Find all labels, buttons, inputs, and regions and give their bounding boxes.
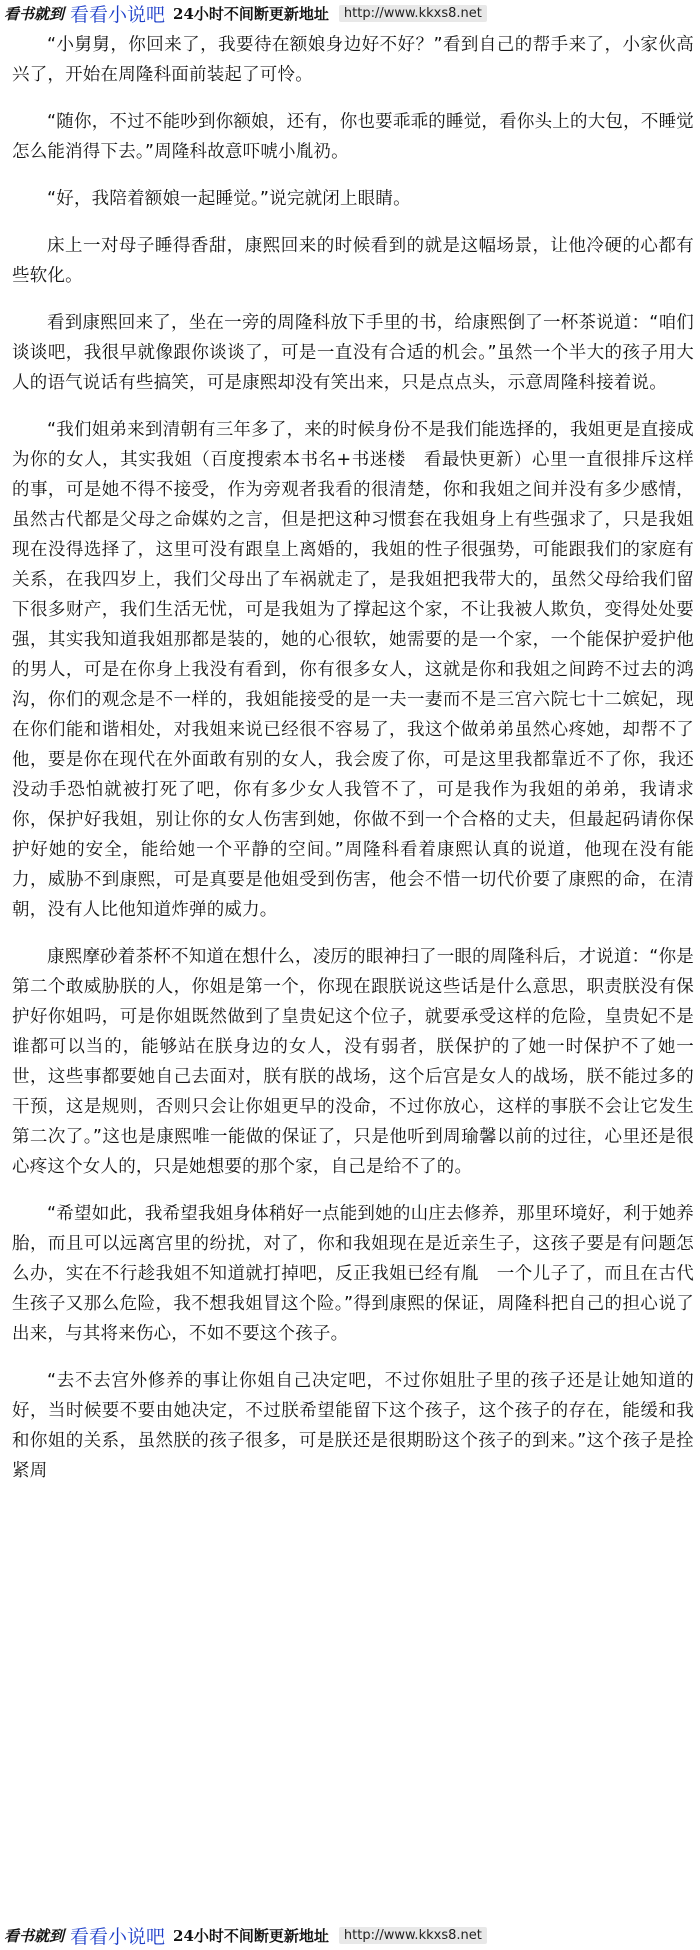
- banner-lead-text: 看书就到: [4, 1926, 65, 1945]
- paragraph: “去不去宫外修养的事让你姐自己决定吧，不过你姐肚子里的孩子还是让她知道的好，当时候要不要由她决定，不过朕希望能留下这个孩子，这个孩子的存在，能缓和我和你姐的关系，虽然朕的孩子很多，可是朕还是很期盼这个孩子的到来。”这个孩子是拴紧周: [12, 1371, 694, 1481]
- site-url-link[interactable]: http://www.kkxs8.net: [339, 1927, 487, 1944]
- banner-tagline: 24小时不间断更新地址: [173, 4, 329, 23]
- paragraph: “好，我陪着额娘一起睡觉。”说完就闭上眼睛。: [47, 189, 411, 209]
- header-banner: [0, 0, 700, 26]
- article-body: [12, 30, 694, 1914]
- paragraph: “我们姐弟来到清朝有三年多了，来的时候身份不是我们能选择的，我姐更是直接成为你的女人，其实我姐（百度搜索本书名+书迷楼 看最快更新）心里一直很排斥这样的事，可是她不得不接受，作为旁观者我看的很清楚，你和我姐之间并没有多少感情，虽然古代都是父母之命媒妁之言，但是把这种习惯套在我姐身上有些强求了，只是我姐现在没得选择了，这里可没有跟皇上离婚的，我姐的性子很强势，可能跟我们的家庭有关系，在我四岁上，我们父母出了车祸就走了，是我姐把我带大的，虽然父母给我们留下很多财产，我们生活无忧，可是我姐为了撑起这个家，不让我被人欺负，变得处处要强，其实我知道我姐那都是装的，她的心很软，她需要的是一个家，一个能保护爱护他的男人，可是在你身上我没有看到，你有很多女人，这就是你和我姐之间跨不过去的鸿沟，你们的观念是不一样的，我姐能接受的是一夫一妻而不是三宫六院七十二嫔妃，现在你们能和谐相处，对我姐来说已经很不容易了，我这个做弟弟虽然心疼她，却帮不了他，要是你在现代在外面敢有别的女人，我会废了你，可是这里我都靠近不了你，我还没动手恐怕就被打死了吧，你有多少女人我管不了，可是我作为我姐的弟弟，我请求你，保护好我姐，别让你的女人伤害到她，你做不到一个合格的丈夫，但最起码请你保护好她的安全，能给她一个平静的空间。”周隆科看着康熙认真的说道，他现在没有能力，威胁不到康熙，可是真要是他姐受到伤害，他会不惜一切代价要了康熙的命，在清朝，没有人比他知道炸弹的威力。: [12, 420, 694, 920]
- site-brand-link[interactable]: 看看小说吧: [70, 1925, 166, 1948]
- paragraph: 康熙摩砂着茶杯不知道在想什么，凌厉的眼神扫了一眼的周隆科后，才说道：“你是第二个敢威胁朕的人，你姐是第一个，你现在跟朕说这些话是什么意思，职责朕没有保护好你姐吗，可是你姐既然做到了皇贵妃这个位子，就要承受这样的危险，皇贵妃不是谁都可以当的，能够站在朕身边的女人，没有弱者，朕保护的了她一时保护不了她一世，这些事都要她自己去面对，朕有朕的战场，这个后宫是女人的战场，朕不能过多的干预，这是规则，否则只会让你姐更早的没命，不过你放心，这样的事朕不会让它发生第二次了。”这也是康熙唯一能做的保证了，只是他听到周瑜馨以前的过往，心里还是很心疼这个女人的，只是她想要的那个家，自己是给不了的。: [12, 947, 694, 1177]
- paragraph: “希望如此，我希望我姐身体稍好一点能到她的山庄去修养，那里环境好，利于她养胎，而且可以远离宫里的纷扰，对了，你和我姐现在是近亲生子，这孩子要是有问题怎么办，实在不行趁我姐不知道就打掉吧，反正我姐已经有胤 一个儿子了，而且在古代生孩子又那么危险，我不想我姐冒这个险。”得到康熙的保证，周隆科把自己的担心说了出来，与其将来伤心，不如不要这个孩子。: [12, 1204, 694, 1344]
- paragraph: “小舅舅，你回来了，我要待在额娘身边好不好？”看到自己的帮手来了，小家伙高兴了，开始在周隆科面前装起了可怜。: [12, 35, 694, 85]
- footer-banner: [0, 1922, 700, 1948]
- paragraph: “随你，不过不能吵到你额娘，还有，你也要乖乖的睡觉，看你头上的大包，不睡觉怎么能消得下去。”周隆科故意吓唬小胤礽。: [12, 112, 694, 162]
- banner-lead-text: 看书就到: [4, 4, 65, 23]
- banner-tagline: 24小时不间断更新地址: [173, 1926, 329, 1945]
- paragraph: 看到康熙回来了，坐在一旁的周隆科放下手里的书，给康熙倒了一杯茶说道：“咱们谈谈吧，我很早就像跟你谈谈了，可是一直没有合适的机会。”虽然一个半大的孩子用大人的语气说话有些搞笑，可是康熙却没有笑出来，只是点点头，示意周隆科接着说。: [12, 313, 694, 393]
- site-brand-link[interactable]: 看看小说吧: [70, 3, 166, 26]
- site-url-link[interactable]: http://www.kkxs8.net: [339, 5, 487, 22]
- paragraph: 床上一对母子睡得香甜，康熙回来的时候看到的就是这幅场景，让他冷硬的心都有些软化。: [12, 236, 694, 286]
